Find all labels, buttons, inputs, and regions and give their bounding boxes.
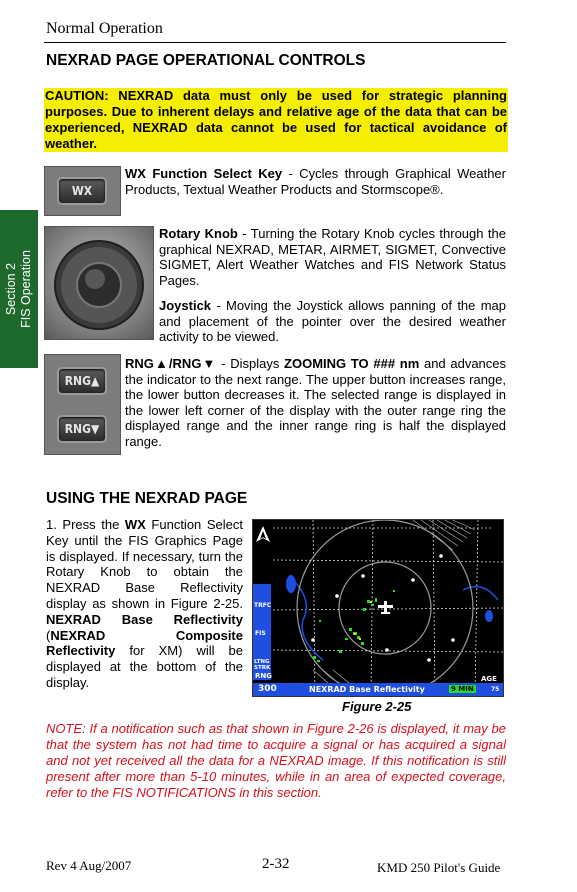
rotary-term: Rotary Knob — [159, 226, 238, 241]
rng-down-button — [57, 415, 107, 443]
using-heading: USING THE NEXRAD PAGE — [46, 490, 248, 507]
rotary-knob-image — [44, 226, 154, 340]
rng-keys-image — [44, 354, 121, 455]
nexrad-map — [253, 520, 503, 696]
section-tab-line1: Section 2 — [4, 262, 18, 316]
rotary-text: - Turning the Rotary Knob cycles through the graphical NEXRAD, METAR, AIRMET, SIGMET, Convective SIGMET, Alert Weather Watches and FIS Network Status Pages. — [159, 226, 506, 288]
header-rule — [44, 42, 506, 43]
rotary-description — [159, 226, 506, 288]
running-header: Normal Operation — [46, 20, 163, 37]
joystick-term: Joystick — [159, 298, 212, 313]
rng-text-1: - Displays — [216, 356, 285, 371]
using-text-2: Function Select Key until the FIS Graphics Page is displayed. If necessary, turn the Rotary Knob to obtain the NEXRAD Base Reflectivity display as shown in Figure 2-25. — [46, 517, 243, 611]
footer-revision: Rev 4 Aug/2007 — [46, 858, 132, 873]
fis-label: FIS — [255, 630, 266, 637]
aircraft-icon — [378, 601, 393, 614]
note-text: NOTE: If a notification such as that shown in Figure 2-26 is displayed, it may be that the system has not had time to acquire a signal or has acquired a signal and not yet received all the data for a NEXRAD image. If this notification is still present after more than 5-10 minutes, while in an area of expected coverage, refer to the FIS NOTIFICATIONS in this section. — [46, 721, 506, 800]
wx-key-text: - Cycles through Graphical Weather Products, Textual Weather Products and Stormscope®. — [125, 166, 506, 197]
joystick-description — [159, 298, 506, 345]
using-text-4: for XM) will be displayed at the bottom of the display. — [46, 643, 243, 690]
using-text-3: ( — [46, 627, 51, 643]
rng-text-2: and advances the indicator to the next range. The upper button increases range, the lower button decreases it. The selected range is displayed in the lower left corner of the display with the outer range ring the displayed range and the inner range ring is half the displayed range. — [125, 356, 507, 449]
trfc-label: TRFC — [254, 602, 272, 609]
wx-key-description — [125, 166, 506, 197]
rng-term: RNG▲/RNG▼ — [125, 356, 217, 371]
range-value: 300 — [258, 684, 277, 694]
age-label: AGE — [481, 675, 497, 683]
wx-key-image — [44, 166, 121, 216]
rng-up-label: RNG▲ — [64, 374, 100, 388]
rng-down-label: RNG▼ — [64, 422, 100, 436]
wx-key-term: WX Function Select Key — [125, 166, 283, 181]
age-scale: 75 — [491, 686, 500, 693]
rng-label: RNG — [255, 672, 272, 680]
figure-caption: Figure 2-25 — [342, 699, 412, 714]
rng-description — [125, 356, 506, 449]
ltng-strk-label: LTNG STRK — [254, 659, 271, 671]
wx-button — [57, 177, 107, 205]
using-bold-composite: NEXRAD Composite Reflectivity — [46, 627, 243, 659]
joystick-text: - Moving the Joystick allows panning of the map and placement of the pointer over the desired weather activity to be viewed. — [159, 298, 506, 344]
using-bold-wx: WX — [124, 517, 146, 532]
rng-up-button — [57, 367, 107, 395]
north-arrow-icon — [256, 526, 270, 542]
age-value: 9 MIN — [451, 685, 474, 693]
caution-box: CAUTION: NEXRAD data must only be used for strategic planning purposes. Due to inherent delays and relative age of the data that can be experienced, NEXRAD data cannot be used for tactical avoidance of weather. — [45, 88, 507, 151]
using-step-1 — [46, 517, 243, 691]
footer-guide-title: KMD 250 Pilot's Guide — [377, 860, 501, 875]
rotary-knob-icon — [45, 227, 153, 339]
using-bold-base: NEXRAD Base Reflectivity — [46, 611, 243, 627]
section-heading: NEXRAD PAGE OPERATIONAL CONTROLS — [46, 52, 366, 69]
rng-zoom-text: ZOOMING TO ### nm — [284, 356, 420, 371]
wx-button-label: WX — [71, 184, 93, 198]
section-tab-line2: FIS Operation — [19, 250, 33, 328]
footer-page-number: 2-32 — [262, 856, 290, 872]
section-tab — [0, 210, 38, 368]
product-label: NEXRAD Base Reflectivity — [309, 685, 425, 694]
using-text-1: 1. Press the — [46, 517, 125, 532]
nexrad-figure — [252, 519, 504, 697]
